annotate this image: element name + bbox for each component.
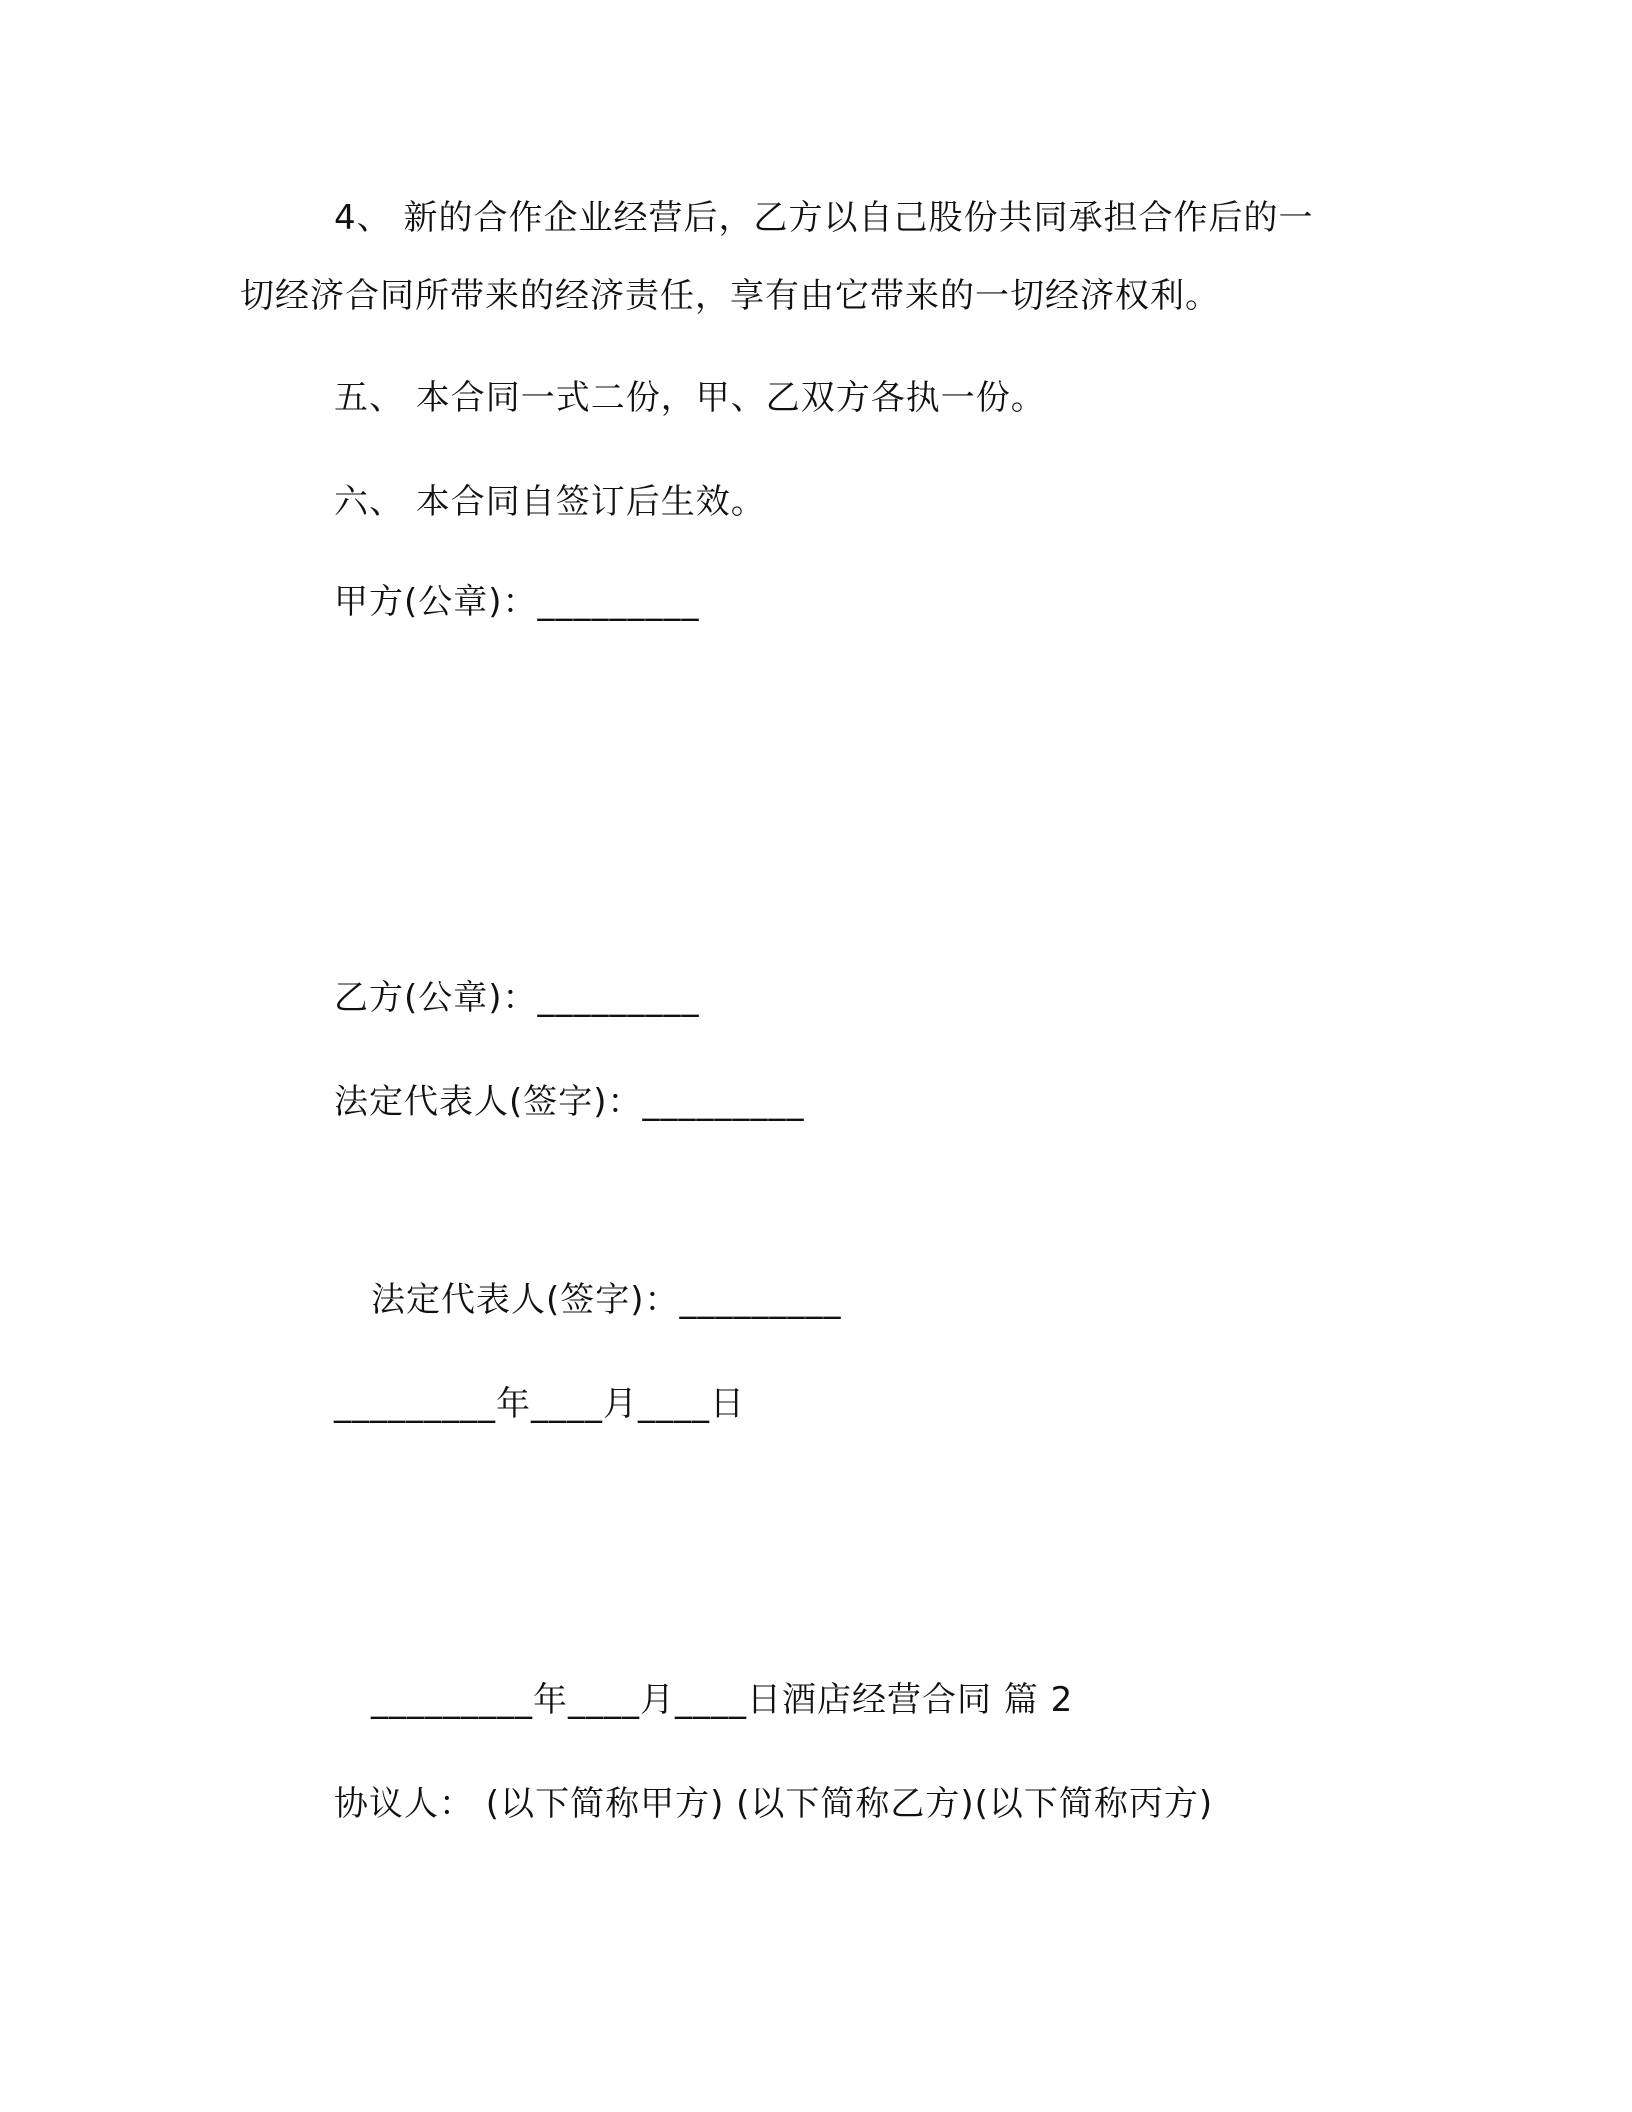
party-b-seal-line: 乙方(公章)：_________ [334,978,700,1018]
date-line: _________年____月____日 [334,1384,745,1424]
clause-4-line-2: 切经济合同所带来的经济责任，享有由它带来的一切经济权利。 [240,276,1220,316]
next-contract-title: _________年____月____日酒店经营合同 篇 2 [371,1680,1074,1720]
party-a-seal-line: 甲方(公章)：_________ [334,582,700,622]
legal-representative-signature-2: 法定代表人(签字)：_________ [371,1280,842,1320]
clause-4-line-1: 4、 新的合作企业经营后，乙方以自己股份共同承担合作后的一 [334,198,1314,238]
clause-6: 六、 本合同自签订后生效。 [334,482,766,522]
clause-5: 五、 本合同一式二份，甲、乙双方各执一份。 [334,378,1046,418]
legal-representative-signature-1: 法定代表人(签字)：_________ [334,1082,805,1122]
agreement-parties-line: 协议人： (以下简称甲方) (以下简称乙方)(以下简称丙方) [334,1784,1214,1824]
